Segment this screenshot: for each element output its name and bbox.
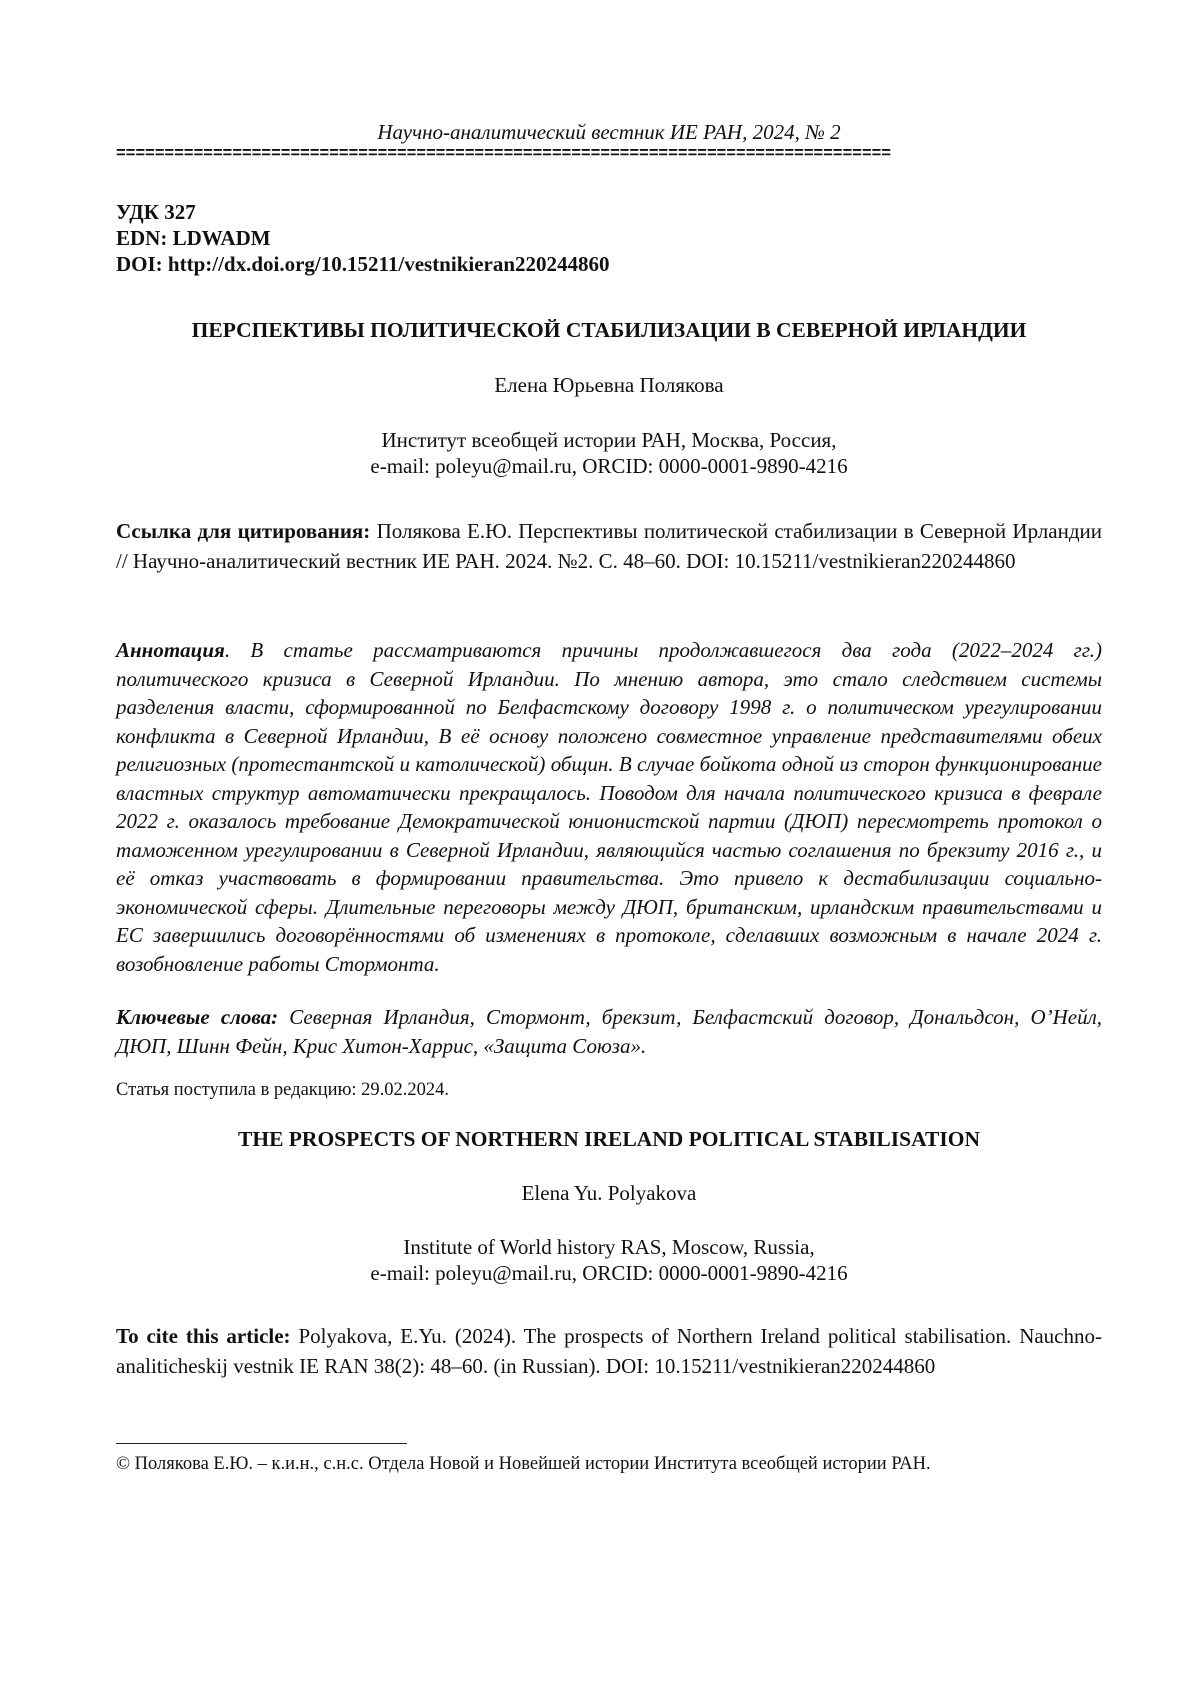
affiliation-en [116,1234,1102,1286]
affiliation-institution-ru: Институт всеобщей истории РАН, Москва, Россия, [381,428,837,452]
header-separator: ================================================================================ [116,146,891,162]
footnote: © Полякова Е.Ю. – к.и.н., с.н.с. Отдела Новой и Новейшей истории Института всеобщей истории РАН. [116,1454,931,1474]
abstract-ru [116,636,1102,978]
article-title-ru: ПЕРСПЕКТИВЫ ПОЛИТИЧЕСКОЙ СТАБИЛИЗАЦИИ В СЕВЕРНОЙ ИРЛАНДИИ [191,318,1027,342]
doi-link[interactable]: DOI: http://dx.doi.org/10.15211/vestnikieran220244860 [116,252,610,276]
footnote-separator [116,1443,407,1444]
author-contact-ru[interactable]: e-mail: poleyu@mail.ru, ORCID: 0000-0001-9890-4216 [370,454,848,478]
author-contact-en[interactable]: e-mail: poleyu@mail.ru, ORCID: 0000-0001-9890-4216 [370,1261,848,1285]
article-title-en: THE PROSPECTS OF NORTHERN IRELAND POLITICAL STABILISATION [238,1127,980,1151]
citation-label-en: To cite this article: [116,1324,291,1348]
affiliation-institution-en: Institute of World history RAS, Moscow, Russia, [403,1235,815,1259]
author-name-ru: Елена Юрьевна Полякова [494,373,724,397]
running-head: Научно-аналитический вестник ИЕ РАН, 2024, № 2 [377,120,841,144]
edn-code: EDN: LDWADM [116,226,271,250]
keywords-label-ru: Ключевые слова: [116,1005,279,1029]
abstract-text-ru: . В статье рассматриваются причины продолжавшегося два года (2022–2024 гг.) политического кризиса в Северной Ирландии. По мнению автора, это стало следствием системы разделения власти, сформированной по Белфастскому договору 1998 г. о политическом урегулировании конфликта в Северной Ирландии, В её основу положено совместное управление представителями обеих религиозных (протестантской и католической) общин. В случае бойкота одной из сторон функционирование властных структур автоматически прекращалось. Поводом для начала политического кризиса в феврале 2022 г. оказалось требование Демократической юнионистской партии (ДЮП) пересмотреть протокол о таможенном урегулировании в Северной Ирландии, являющийся частью соглашения по брекзиту 2016 г., и её отказ участвовать в формировании правительства. Это привело к дестабилизации социально-экономической сферы. Длительные переговоры между ДЮП, британским, ирландским правительствами и ЕС завершились договорённостями об изменениях в протоколе, сделавших возможным в начале 2024 г. возобновление работы Стормонта. [116,638,1102,976]
citation-label-ru: Ссылка для цитирования: [116,519,371,543]
keywords-ru [116,1003,1102,1060]
article-page [116,0,1102,1698]
keywords-text-ru: Северная Ирландия, Стормонт, брекзит, Белфастский договор, Дональдсон, О’Нейл, ДЮП, Шинн Фейн, Крис Хитон-Харрис, «Защита Союза». [116,1005,1102,1058]
abstract-label-ru: Аннотация [116,638,225,662]
citation-text-en: Polyakova, E.Yu. (2024). The prospects of Northern Ireland political stabilisation. Nauchno-analiticheskij vestnik IE RAN 38(2): 48–60. (in Russian). DOI: 10.15211/vestnikieran220244860 [116,1324,1102,1378]
affiliation-ru [116,427,1102,479]
citation-text-ru: Полякова Е.Ю. Перспективы политической стабилизации в Северной Ирландии // Научно-аналитический вестник ИЕ РАН. 2024. №2. С. 48–60. DOI: 10.15211/vestnikieran220244860 [116,519,1103,573]
article-metadata [116,199,1102,277]
udk-code: УДК 327 [116,200,196,224]
received-date: Статья поступила в редакцию: 29.02.2024. [116,1080,450,1100]
citation-en [116,1321,1102,1381]
citation-ru [116,516,1102,576]
author-name-en: Elena Yu. Polyakova [521,1181,697,1205]
